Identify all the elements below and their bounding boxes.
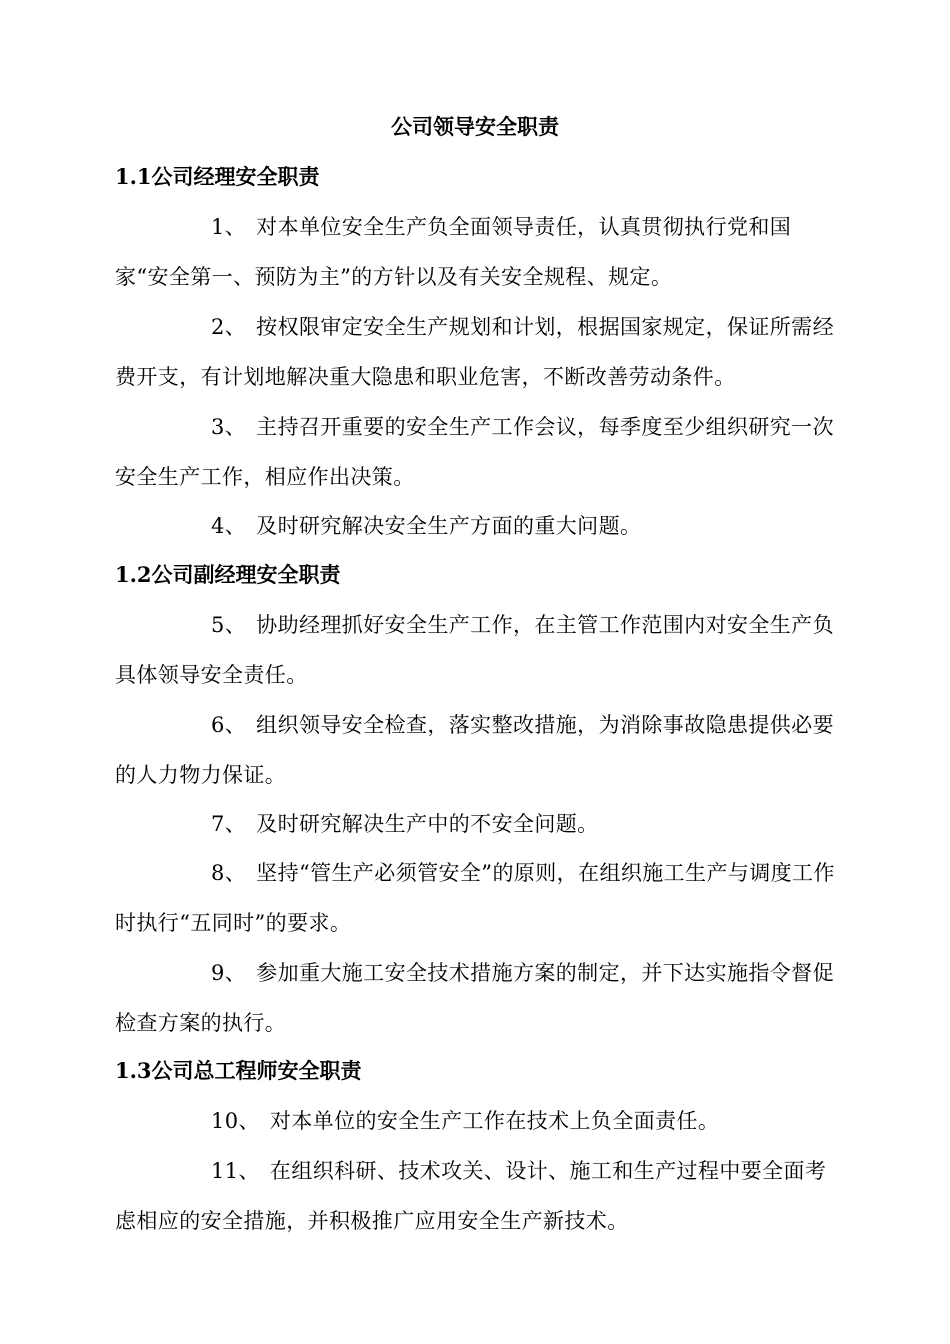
paragraph bbox=[115, 402, 837, 502]
item-number: 2、 bbox=[211, 315, 247, 339]
item-text: 对本单位的安全生产工作在技术上负全面责任。 bbox=[269, 1109, 720, 1133]
paragraph bbox=[115, 700, 837, 800]
item-text: 按权限审定安全生产规划和计划，根据国家规定，保证所需经费开支，有计划地解决重大隐患和职业危害，不断改善劳动条件。 bbox=[115, 315, 834, 389]
item-number: 4、 bbox=[211, 514, 247, 538]
paragraph bbox=[115, 1146, 837, 1246]
item-number: 3、 bbox=[211, 415, 247, 439]
paragraph bbox=[115, 799, 837, 849]
item-text: 在组织科研、技术攻关、设计、施工和生产过程中要全面考虑相应的安全措施，并积极推广应用安全生产新技术。 bbox=[115, 1159, 827, 1233]
item-text: 及时研究解决生产中的不安全问题。 bbox=[256, 812, 599, 836]
paragraph bbox=[115, 948, 837, 1048]
item-number: 10、 bbox=[211, 1109, 260, 1133]
paragraph bbox=[115, 600, 837, 700]
item-number: 1、 bbox=[211, 215, 247, 239]
item-text: 主持召开重要的安全生产工作会议，每季度至少组织研究一次安全生产工作，相应作出决策。 bbox=[115, 415, 834, 489]
item-text: 组织领导安全检查，落实整改措施，为消除事故隐患提供必要的人力物力保证。 bbox=[115, 713, 834, 787]
item-number: 9、 bbox=[211, 961, 247, 985]
item-number: 7、 bbox=[211, 812, 247, 836]
item-text: 参加重大施工安全技术措施方案的制定，并下达实施指令督促检查方案的执行。 bbox=[115, 961, 834, 1035]
document-title: 公司领导安全职责 bbox=[391, 114, 559, 139]
item-text: 及时研究解决安全生产方面的重大问题。 bbox=[256, 514, 642, 538]
paragraph bbox=[115, 501, 837, 551]
paragraph bbox=[115, 848, 837, 948]
item-number: 11、 bbox=[211, 1159, 260, 1183]
item-text: 协助经理抓好安全生产工作，在主管工作范围内对安全生产负具体领导安全责任。 bbox=[115, 613, 834, 687]
paragraph bbox=[115, 302, 837, 402]
section-heading: 1.1公司经理安全职责 bbox=[115, 164, 320, 189]
paragraph bbox=[115, 1096, 837, 1146]
paragraph bbox=[115, 202, 837, 302]
item-number: 8、 bbox=[211, 861, 247, 885]
item-text: 坚持“管生产必须管安全”的原则，在组织施工生产与调度工作时执行“五同时”的要求。 bbox=[115, 861, 835, 935]
item-text: 对本单位安全生产负全面领导责任，认真贯彻执行党和国家“安全第一、预防为主”的方针以及有关安全规程、规定。 bbox=[115, 215, 792, 289]
section-heading: 1.2公司副经理安全职责 bbox=[115, 562, 341, 587]
item-number: 6、 bbox=[211, 713, 247, 737]
item-number: 5、 bbox=[211, 613, 247, 637]
section-heading: 1.3公司总工程师安全职责 bbox=[115, 1058, 362, 1083]
